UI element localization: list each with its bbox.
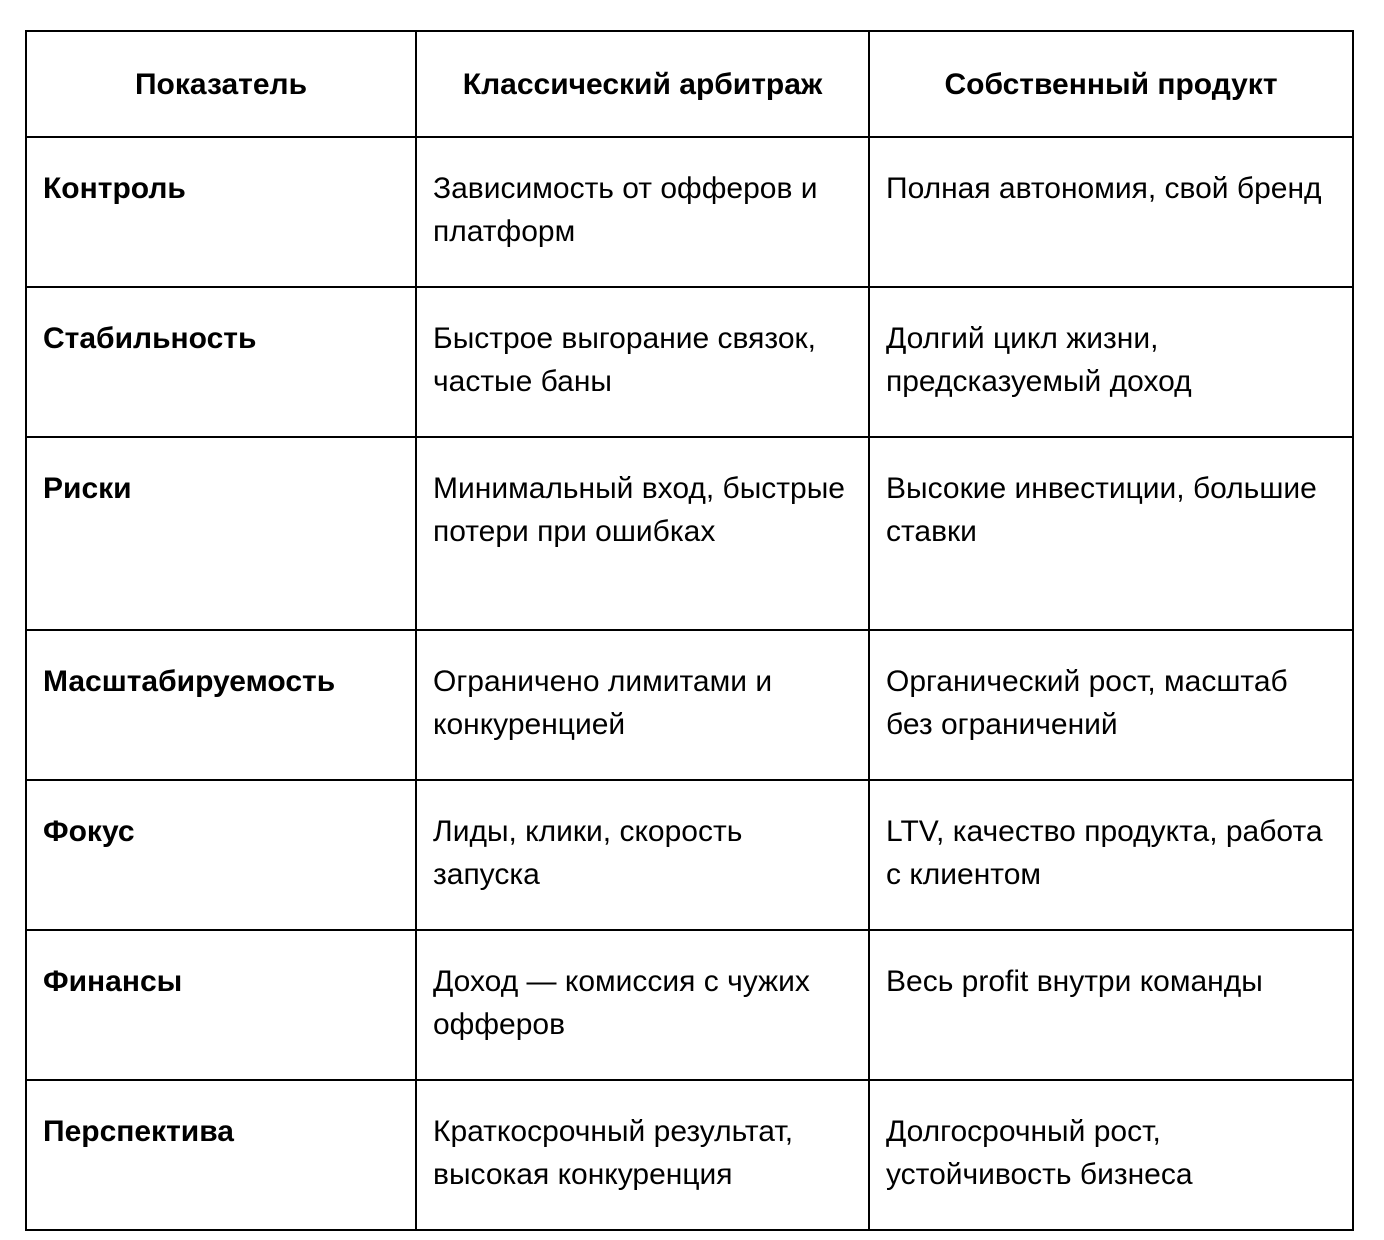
table-row	[26, 137, 1353, 287]
own-cell: Долгосрочный рост, устойчивость бизнеса	[869, 1080, 1353, 1230]
classic-cell: Краткосрочный результат, высокая конкуренция	[416, 1080, 869, 1230]
own-cell: Долгий цикл жизни, предсказуемый доход	[869, 287, 1353, 437]
own-cell: Высокие инвестиции, большие ставки	[869, 437, 1353, 630]
header-own-product: Собственный продукт	[869, 31, 1353, 137]
own-cell: Органический рост, масштаб без ограничений	[869, 630, 1353, 780]
row-name: Фокус	[26, 780, 416, 930]
classic-cell: Быстрое выгорание связок, частые баны	[416, 287, 869, 437]
table-row	[26, 930, 1353, 1080]
header-row	[26, 31, 1353, 137]
header-indicator: Показатель	[26, 31, 416, 137]
classic-cell: Зависимость от офферов и платформ	[416, 137, 869, 287]
row-name: Перспектива	[26, 1080, 416, 1230]
table-row	[26, 437, 1353, 630]
header-classic-arbitrage: Классический арбитраж	[416, 31, 869, 137]
classic-cell: Лиды, клики, скорость запуска	[416, 780, 869, 930]
row-name: Стабильность	[26, 287, 416, 437]
table-row	[26, 1080, 1353, 1230]
row-name: Риски	[26, 437, 416, 630]
classic-cell: Доход — комиссия с чужих офферов	[416, 930, 869, 1080]
classic-cell: Ограничено лимитами и конкуренцией	[416, 630, 869, 780]
classic-cell: Минимальный вход, быстрые потери при ошибках	[416, 437, 869, 630]
row-name: Контроль	[26, 137, 416, 287]
own-cell: Полная автономия, свой бренд	[869, 137, 1353, 287]
row-name: Масштабируемость	[26, 630, 416, 780]
own-cell: LTV, качество продукта, работа с клиентом	[869, 780, 1353, 930]
row-name: Финансы	[26, 930, 416, 1080]
table-row	[26, 630, 1353, 780]
comparison-table	[25, 30, 1354, 1231]
table-row	[26, 780, 1353, 930]
own-cell: Весь profit внутри команды	[869, 930, 1353, 1080]
table-row	[26, 287, 1353, 437]
